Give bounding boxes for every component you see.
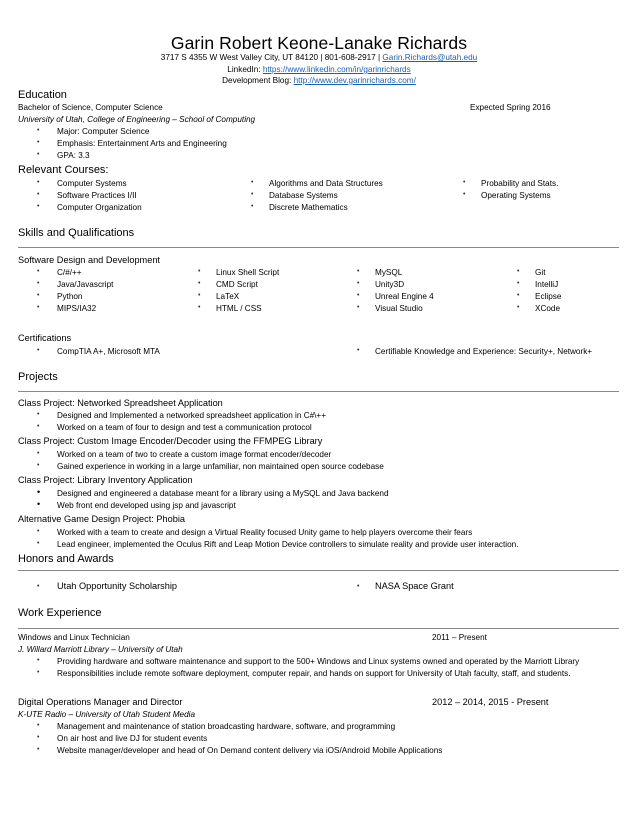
- section-divider: [18, 628, 619, 629]
- blog-link[interactable]: http://www.dev.garinrichards.com/: [293, 76, 416, 85]
- bullet: •: [463, 179, 466, 186]
- project-title: Alternative Game Design Project: Phobia: [18, 514, 185, 524]
- project-bullet: Designed and engineered a database meant for a library using a MySQL and Java backend: [57, 489, 389, 498]
- bullet: •: [37, 540, 40, 547]
- bullet: •: [37, 657, 40, 664]
- education-bullet: Major: Computer Science: [57, 127, 150, 136]
- bullet: •: [251, 179, 254, 186]
- cert-item: CompTIA A+, Microsoft MTA: [57, 347, 160, 356]
- bullet: •: [357, 292, 360, 299]
- bullet: •: [37, 203, 40, 210]
- blog-line: [0, 76, 638, 85]
- education-bullet: Emphasis: Entertainment Arts and Engineering: [57, 139, 227, 148]
- honor-item: NASA Space Grant: [375, 581, 454, 591]
- bullet: •: [37, 462, 40, 469]
- project-bullet: Designed and Implemented a networked spreadsheet application in C#\++: [57, 411, 326, 420]
- course-item: Software Practices I/II: [57, 191, 137, 200]
- project-bullet: Worked on a team of four to design and test a communication protocol: [57, 423, 312, 432]
- projects-heading: Projects: [18, 371, 58, 383]
- course-item: Discrete Mathematics: [269, 203, 348, 212]
- bullet: •: [37, 499, 41, 509]
- skill-item: MIPS/IA32: [57, 304, 97, 313]
- cert-item: Certifiable Knowledge and Experience: Security+, Network+: [375, 347, 593, 356]
- bullet: •: [251, 203, 254, 210]
- job-bullet: Providing hardware and software maintenance and support to the 500+ Windows and Linux systems owned and operated by the Marriott Library: [57, 657, 580, 666]
- linkedin-link[interactable]: https://www.linkedin.com/in/garinrichards: [262, 65, 411, 74]
- bullet: •: [37, 347, 40, 354]
- job-date: 2012 – 2014, 2015 - Present: [432, 697, 549, 707]
- section-divider: [18, 570, 619, 571]
- education-heading: Education: [18, 89, 67, 101]
- skills-subheading: Software Design and Development: [18, 255, 160, 265]
- certifications-heading: Certifications: [18, 333, 72, 343]
- bullet: •: [37, 304, 40, 311]
- course-item: Computer Systems: [57, 179, 127, 188]
- honors-heading: Honors and Awards: [18, 553, 114, 565]
- linkedin-label: LinkedIn:: [227, 65, 263, 74]
- project-bullet: Web front end developed using jsp and javascript: [57, 501, 236, 510]
- bullet: •: [37, 411, 40, 418]
- job-title: Windows and Linux Technician: [18, 633, 130, 642]
- bullet: •: [37, 151, 40, 158]
- job-title: Digital Operations Manager and Director: [18, 697, 183, 707]
- job-org: J. Willard Marriott Library – University of Utah: [18, 645, 183, 654]
- bullet: •: [37, 734, 40, 741]
- skill-item: C/#/++: [57, 268, 82, 277]
- bullet: •: [37, 722, 40, 729]
- course-item: Algorithms and Data Structures: [269, 179, 383, 188]
- bullet: •: [37, 268, 40, 275]
- bullet: •: [37, 746, 40, 753]
- bullet: •: [37, 127, 40, 134]
- job-date: 2011 – Present: [432, 633, 487, 642]
- course-item: Probability and Stats.: [481, 179, 559, 188]
- job-bullet: Website manager/developer and head of On Demand content delivery via iOS/Android Mobile Applications: [57, 746, 443, 755]
- bullet: •: [37, 280, 40, 287]
- bullet: •: [198, 280, 201, 287]
- skill-item: MySQL: [375, 268, 403, 277]
- bullet: •: [357, 304, 360, 311]
- bullet: •: [357, 280, 360, 287]
- bullet: •: [517, 268, 520, 275]
- bullet: •: [357, 268, 360, 275]
- blog-label: Development Blog:: [222, 76, 294, 85]
- project-title: Class Project: Custom Image Encoder/Decoder using the FFMPEG Library: [18, 436, 323, 446]
- bullet: •: [37, 191, 40, 198]
- education-date: Expected Spring 2016: [470, 103, 551, 112]
- project-bullet: Lead engineer, implemented the Oculus Rift and Leap Motion Device controllers to simulate reality and provide user interaction.: [57, 540, 519, 549]
- bullet: •: [37, 423, 40, 430]
- courses-heading: Relevant Courses:: [18, 164, 109, 176]
- resume-name: Garin Robert Keone-Lanake Richards: [170, 33, 468, 53]
- bullet: •: [37, 139, 40, 146]
- section-divider: [18, 247, 619, 248]
- bullet: •: [37, 528, 40, 535]
- skill-item: Git: [535, 268, 546, 277]
- course-item: Database Systems: [269, 191, 338, 200]
- skill-item: Linux Shell Script: [216, 268, 280, 277]
- bullet: •: [251, 191, 254, 198]
- email-link[interactable]: Garin.Richards@utah.edu: [382, 53, 478, 62]
- project-bullet: Worked on a team of two to create a custom image format encoder/decoder: [57, 450, 332, 459]
- degree: Bachelor of Science, Computer Science: [18, 103, 163, 112]
- bullet: •: [37, 487, 41, 497]
- job-bullet: Management and maintenance of station broadcasting hardware, software, and programming: [57, 722, 396, 731]
- skill-item: LaTeX: [216, 292, 240, 301]
- skill-item: XCode: [535, 304, 561, 313]
- skills-heading: Skills and Qualifications: [18, 227, 135, 239]
- section-divider: [18, 391, 619, 392]
- bullet: •: [517, 280, 520, 287]
- bullet: •: [37, 669, 40, 676]
- skill-item: Visual Studio: [375, 304, 423, 313]
- work-heading: Work Experience: [18, 607, 102, 619]
- course-item: Operating Systems: [481, 191, 551, 200]
- address-phone: 3717 S 4355 W West Valley City, UT 84120 | 801-608-2917 |: [160, 53, 383, 62]
- skill-item: IntelliJ: [535, 280, 559, 289]
- skill-item: HTML / CSS: [216, 304, 262, 313]
- course-item: Computer Organization: [57, 203, 142, 212]
- skill-item: CMD Script: [216, 280, 258, 289]
- bullet: •: [37, 450, 40, 457]
- job-bullet: Responsibilities include remote software deployment, computer repair, and hands on support for University of Utah faculty, staff, and students.: [57, 669, 571, 678]
- project-bullet: Worked with a team to create and design a Virtual Reality focused Unity game to help players overcome their fears: [57, 528, 473, 537]
- contact-line: [0, 53, 638, 62]
- skill-item: Eclipse: [535, 292, 562, 301]
- bullet: •: [357, 347, 360, 354]
- skill-item: Unity3D: [375, 280, 405, 289]
- project-title: Class Project: Library Inventory Application: [18, 475, 193, 485]
- bullet: •: [198, 304, 201, 311]
- project-title: Class Project: Networked Spreadsheet Application: [18, 398, 223, 408]
- bullet: •: [198, 292, 201, 299]
- bullet: •: [198, 268, 201, 275]
- bullet: •: [37, 179, 40, 186]
- bullet: •: [37, 292, 40, 299]
- honor-item: Utah Opportunity Scholarship: [57, 581, 178, 591]
- linkedin-line: [0, 65, 638, 74]
- job-bullet: On air host and live DJ for student events: [57, 734, 208, 743]
- bullet: •: [517, 292, 520, 299]
- skill-item: Python: [57, 292, 83, 301]
- job-org: K-UTE Radio – University of Utah Student Media: [18, 710, 196, 719]
- bullet: •: [37, 583, 40, 590]
- education-bullet: GPA: 3.3: [57, 151, 90, 160]
- school: University of Utah, College of Engineering – School of Computing: [18, 115, 256, 124]
- bullet: •: [357, 583, 360, 590]
- project-bullet: Gained experience in working in a large unfamiliar, non maintained open source codebase: [57, 462, 384, 471]
- skill-item: Java/Javascript: [57, 280, 114, 289]
- bullet: •: [517, 304, 520, 311]
- skill-item: Unreal Engine 4: [375, 292, 434, 301]
- bullet: •: [463, 191, 466, 198]
